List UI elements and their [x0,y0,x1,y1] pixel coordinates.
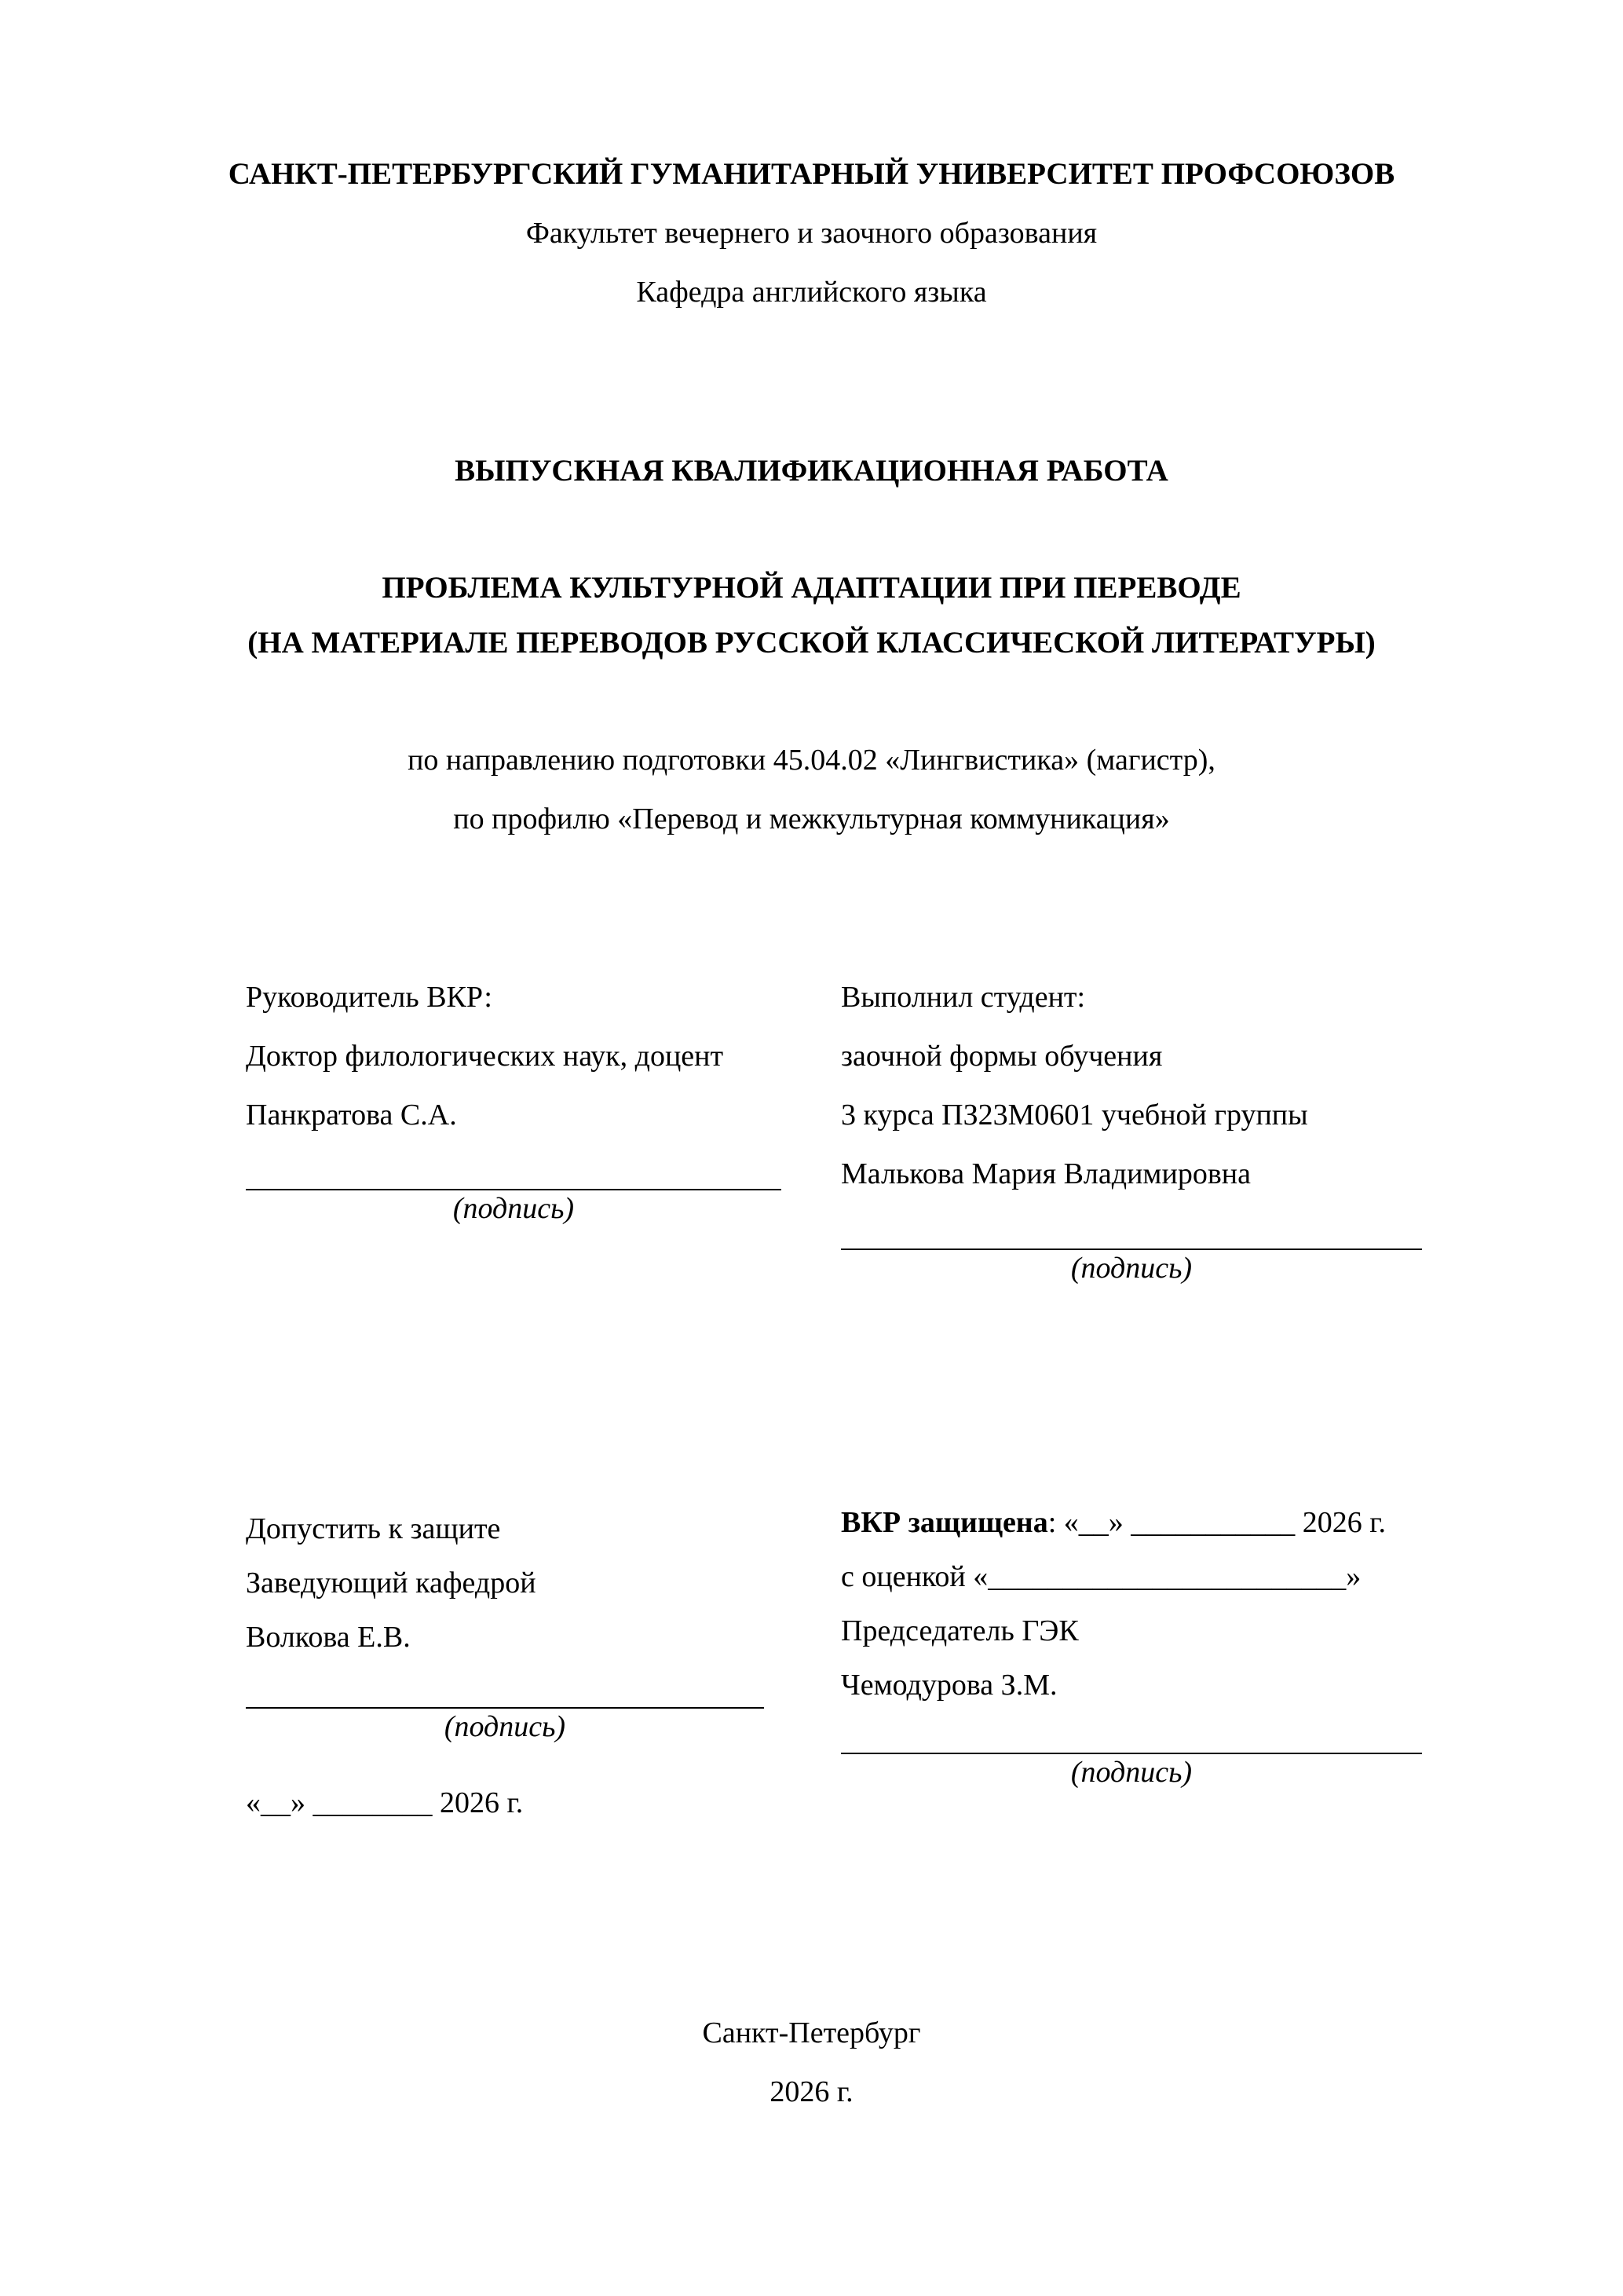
footer-year: 2026 г. [769,2075,854,2108]
admission-label: Допустить к защите [246,1512,501,1545]
study-direction: по направлению подготовки 45.04.02 «Лингвистика» (магистр), [408,744,1215,777]
university-name: САНКТ-ПЕТЕРБУРГСКИЙ ГУМАНИТАРНЫЙ УНИВЕРСИТЕТ ПРОФСОЮЗОВ [228,157,1395,191]
thesis-title-line-2: (НА МАТЕРИАЛЕ ПЕРЕВОДОВ РУССКОЙ КЛАССИЧЕСКОЙ ЛИТЕРАТУРЫ) [247,626,1376,660]
study-profile: по профилю «Перевод и межкультурная коммуникация» [453,803,1170,835]
supervisor-signature-line [246,1189,781,1190]
defended-label: ВКР защищена [841,1506,1048,1539]
student-group: 3 курса ПЗ23М0601 учебной группы [841,1099,1308,1132]
student-name: Малькова Мария Владимировна [841,1157,1251,1190]
commission-chair-position: Председатель ГЭК [841,1614,1079,1647]
defense-line [841,1505,1386,1540]
admission-date: «__» ________ 2026 г. [246,1786,524,1819]
department-head-name: Волкова Е.В. [246,1621,411,1654]
student-study-form: заочной формы обучения [841,1040,1163,1073]
faculty-name: Факультет вечернего и заочного образования [525,217,1098,250]
thesis-title-line-1: ПРОБЛЕМА КУЛЬТУРНОЙ АДАПТАЦИИ ПРИ ПЕРЕВОДЕ [382,571,1241,605]
student-signature-caption: (подпись) [1070,1252,1193,1285]
defense-grade: с оценкой «________________________» [841,1560,1362,1593]
department-head-signature-caption: (подпись) [444,1710,566,1743]
commission-chair-signature-caption: (подпись) [1070,1756,1193,1789]
defended-date: : «__» ___________ 2026 г. [1047,1506,1387,1539]
student-signature-line [841,1249,1422,1250]
department-head-signature-line [246,1707,764,1709]
commission-chair-name: Чемодурова З.М. [841,1669,1058,1702]
department-head-position: Заведующий кафедрой [246,1567,536,1600]
commission-chair-signature-line [841,1753,1422,1754]
supervisor-name: Панкратова С.А. [246,1099,457,1132]
department-name: Кафедра английского языка [636,276,987,309]
supervisor-signature-caption: (подпись) [452,1192,575,1225]
supervisor-label: Руководитель ВКР: [246,981,492,1014]
student-label: Выполнил студент: [841,981,1086,1014]
supervisor-degree: Доктор филологических наук, доцент [246,1040,724,1073]
work-type: ВЫПУСКНАЯ КВАЛИФИКАЦИОННАЯ РАБОТА [455,454,1168,488]
footer-city: Санкт-Петербург [702,2016,921,2049]
